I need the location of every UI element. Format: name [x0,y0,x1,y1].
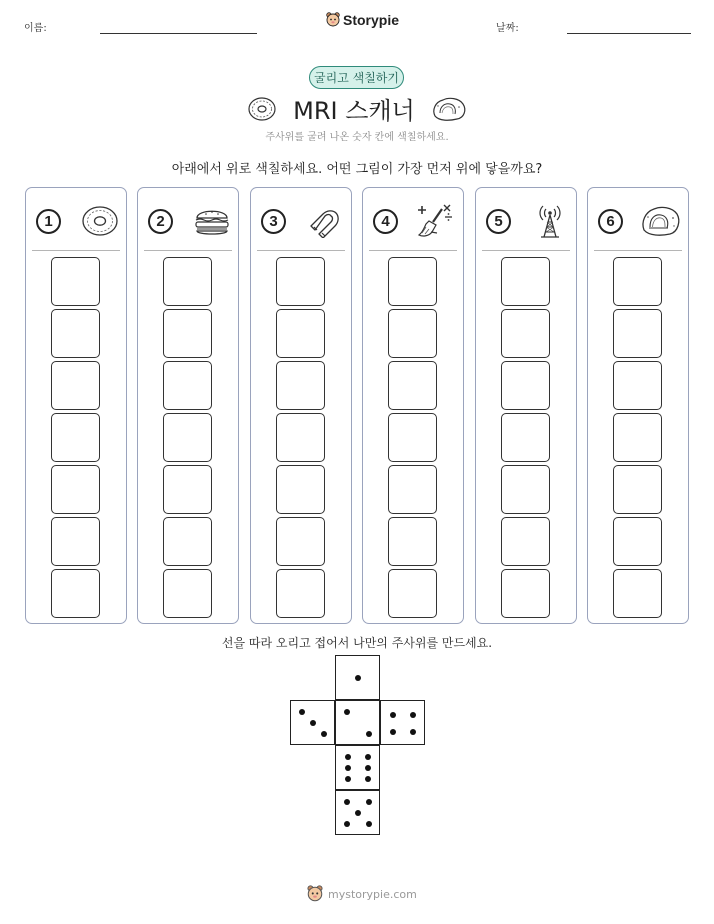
column-number: 4 [373,209,398,234]
color-box[interactable] [51,569,100,618]
footer [307,885,417,903]
burger-icon [192,204,232,238]
dice-pip [390,712,396,718]
color-box[interactable] [51,309,100,358]
column-5 [475,187,577,624]
dice-face-4 [380,700,425,745]
dice-pip [344,799,350,805]
color-box[interactable] [501,309,550,358]
color-box[interactable] [276,517,325,566]
column-3 [250,187,352,624]
column-number: 2 [148,209,173,234]
dice-face-6 [335,745,380,790]
color-box[interactable] [163,257,212,306]
dice-pip [365,776,371,782]
column-number: 3 [261,209,286,234]
color-box[interactable] [276,569,325,618]
activity-tag: 굴리고 색칠하기 [309,66,404,89]
color-box[interactable] [613,257,662,306]
title-row [0,91,714,126]
dice-pip [299,709,305,715]
color-box[interactable] [613,309,662,358]
color-box[interactable] [388,309,437,358]
rock-icon [431,96,467,122]
dice-pip [344,709,350,715]
dice-pip [355,810,361,816]
column-divider [144,250,232,251]
dice-pip [390,729,396,735]
color-box[interactable] [163,569,212,618]
dice-pip [366,821,372,827]
page-title: MRI 스캐너 [293,97,415,125]
dice-pip [344,821,350,827]
subtitle: 주사위를 굴려 나온 숫자 칸에 색칠하세요. [265,132,449,143]
dice-face-1 [335,655,380,700]
color-box[interactable] [388,361,437,410]
color-box[interactable] [501,257,550,306]
color-box[interactable] [388,569,437,618]
donut-icon [247,96,277,122]
color-box[interactable] [501,465,550,514]
dice-pip [365,754,371,760]
dice-pip [321,731,327,737]
color-box[interactable] [51,465,100,514]
name-line[interactable] [100,33,257,34]
dice-pip [355,675,361,681]
date-line[interactable] [567,33,691,34]
dice-pip [366,799,372,805]
column-number: 1 [36,209,61,234]
color-box[interactable] [501,413,550,462]
brand-name: Storypie [343,12,400,28]
color-box[interactable] [163,361,212,410]
name-label: 이름: [24,23,47,34]
color-box[interactable] [388,413,437,462]
color-box[interactable] [388,517,437,566]
magnet-icon [305,204,345,238]
color-box[interactable] [51,517,100,566]
dice-pip [410,712,416,718]
dice-face-3 [290,700,335,745]
color-box[interactable] [613,517,662,566]
brand-logo [326,12,399,28]
column-number: 6 [598,209,623,234]
color-box[interactable] [163,517,212,566]
color-box[interactable] [276,257,325,306]
column-4 [362,187,464,624]
color-box[interactable] [276,361,325,410]
instruction: 아래에서 위로 색칠하세요. 어떤 그림이 가장 먼저 위에 닿을까요? [171,162,543,177]
color-box[interactable] [613,465,662,514]
color-box[interactable] [51,361,100,410]
color-box[interactable] [51,257,100,306]
color-box[interactable] [501,361,550,410]
dice-face-5 [335,790,380,835]
color-box[interactable] [613,569,662,618]
dice-pip [345,754,351,760]
color-box[interactable] [388,465,437,514]
dice-pip [345,765,351,771]
color-box[interactable] [613,361,662,410]
rock-icon [640,204,682,238]
color-box[interactable] [501,517,550,566]
color-box[interactable] [163,465,212,514]
column-divider [257,250,345,251]
dice-face-2 [335,700,380,745]
storypie-mascot-icon [307,885,323,903]
color-box[interactable] [51,413,100,462]
dice-pip [345,776,351,782]
column-divider [594,250,682,251]
footer-url[interactable]: mystorypie.com [328,887,417,901]
column-divider [369,250,457,251]
column-divider [32,250,120,251]
storypie-mascot-icon [326,12,340,28]
color-box[interactable] [388,257,437,306]
column-6 [587,187,689,624]
column-1 [25,187,127,624]
paintbrush-math-icon [415,202,457,240]
color-box[interactable] [276,465,325,514]
radio-tower-icon [530,203,570,239]
dice-instruction: 선을 따라 오리고 접어서 나만의 주사위를 만드세요. [221,636,493,650]
dice-pip [366,731,372,737]
dice-pip [310,720,316,726]
dice-pip [410,729,416,735]
color-box[interactable] [613,413,662,462]
date-label: 날짜: [496,23,519,34]
column-number: 5 [486,209,511,234]
dice-pip [365,765,371,771]
color-box[interactable] [276,413,325,462]
color-box[interactable] [501,569,550,618]
donut-icon [80,204,120,238]
column-2 [137,187,239,624]
color-box[interactable] [163,413,212,462]
color-box[interactable] [276,309,325,358]
color-box[interactable] [163,309,212,358]
column-divider [482,250,570,251]
